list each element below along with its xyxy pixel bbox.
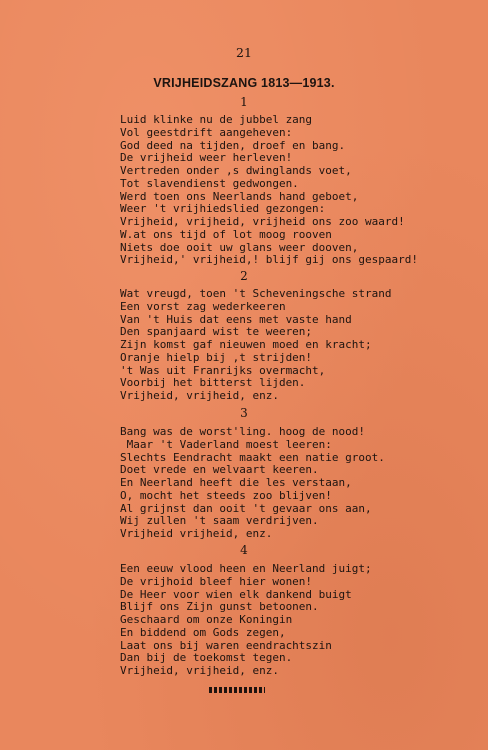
stanza-number-3: 3 bbox=[240, 406, 248, 420]
verse-line: Zijn komst gaf nieuwen moed en kracht; bbox=[120, 338, 372, 351]
verse-line: Van 't Huis dat eens met vaste hand bbox=[120, 312, 352, 326]
stanza-3 bbox=[120, 426, 460, 541]
stanza-4 bbox=[120, 563, 460, 678]
verse-line: Vol geestdrift aangeheven: bbox=[120, 125, 293, 139]
verse-line: O, mocht het steeds zoo blijven! bbox=[120, 488, 332, 502]
verse-line: Blijf ons Zijn gunst betoonen. bbox=[120, 600, 319, 614]
stanza-number-1: 1 bbox=[240, 95, 248, 109]
verse-line: De vrijheid weer herleven! bbox=[120, 151, 293, 165]
verse-line: Een vorst zag wederkeeren bbox=[120, 299, 286, 313]
verse-line: Werd toen ons Neerlands hand geboet, bbox=[120, 189, 359, 203]
verse-line: Bang was de worst'ling. hoog de nood! bbox=[120, 425, 366, 438]
verse-line: Een eeuw vlood heen en Neerland juigt; bbox=[120, 562, 372, 575]
stanza-number-4: 4 bbox=[240, 543, 248, 557]
verse-line: W.at ons tijd of lot moog rooven bbox=[120, 227, 332, 241]
verse-line: God deed na tijden, droef en bang. bbox=[120, 138, 346, 152]
poem-title: VRIJHEIDSZANG 1813—1913. bbox=[153, 76, 335, 90]
verse-line: De vrijhoid bleef hier wonen! bbox=[120, 574, 313, 588]
verse-line: En Neerland heeft die les verstaan, bbox=[120, 476, 352, 489]
stanza-1 bbox=[120, 114, 460, 267]
verse-line: De Heer voor wien elk dankend buigt bbox=[120, 587, 352, 601]
verse-line: Laat ons bij waren eendrachtszin bbox=[120, 638, 332, 652]
verse-line: Vrijheid, vrijheid, enz. bbox=[120, 389, 279, 402]
stanza-number-2: 2 bbox=[240, 269, 248, 283]
verse-line: Dan bij de toekomst tegen. bbox=[120, 651, 293, 665]
verse-line: En biddend om Gods zegen, bbox=[120, 625, 286, 639]
end-ornament bbox=[209, 687, 265, 693]
verse-line: 't Was uit Franrijks overmacht, bbox=[120, 363, 326, 377]
verse-line: Slechts Eendracht maakt een natie groot. bbox=[120, 450, 385, 464]
verse-line: Vrijheid vrijheid, enz. bbox=[120, 527, 273, 540]
stanza-2 bbox=[120, 288, 460, 403]
verse-line: Niets doe ooit uw glans weer dooven, bbox=[120, 240, 359, 254]
verse-line: Doet vrede en welvaart keeren. bbox=[120, 463, 319, 477]
verse-line: Wij zullen 't saam verdrijven. bbox=[120, 514, 319, 528]
verse-line: Oranje hielp bij ,t strijden! bbox=[120, 350, 313, 364]
verse-line: Den spanjaard wist te weeren; bbox=[120, 325, 313, 339]
verse-line: Geschaard om onze Koningin bbox=[120, 613, 293, 626]
verse-line: Vrijheid,' vrijheid,! blijf gij ons gespaard! bbox=[120, 253, 419, 267]
verse-line: Wat vreugd, toen 't Scheveningsche strand bbox=[120, 287, 392, 300]
verse-line: Vrijheid, vrijheid, enz. bbox=[120, 664, 279, 677]
verse-line: Maar 't Vaderland moest leeren: bbox=[120, 437, 332, 451]
verse-line: Voorbij het bitterst lijden. bbox=[120, 376, 306, 390]
verse-line: Vrijheid, vrijheid, vrijheid ons zoo waard! bbox=[120, 215, 405, 228]
verse-line: Tot slavendienst gedwongen. bbox=[120, 176, 299, 190]
page-number: 21 bbox=[236, 45, 252, 60]
verse-line: Luid klinke nu de jubbel zang bbox=[120, 113, 313, 126]
verse-line: Weer 't vrijhiedslied gezongen: bbox=[120, 202, 326, 216]
verse-line: Al grijnst dan ooit 't gevaar ons aan, bbox=[120, 501, 372, 515]
verse-line: Vertreden onder ,s dwinglands voet, bbox=[120, 164, 352, 177]
